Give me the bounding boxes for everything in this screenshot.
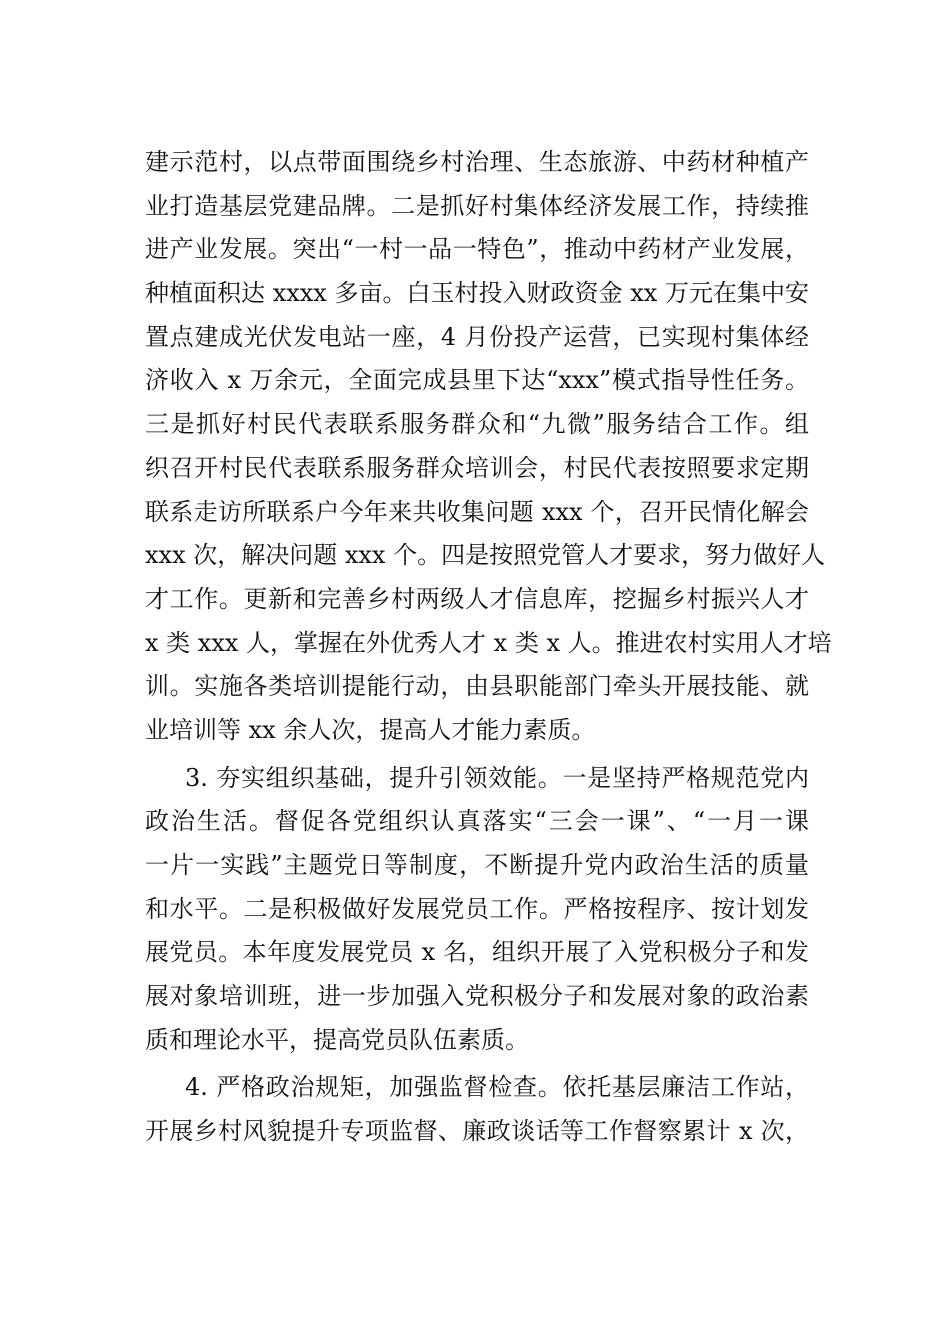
section-heading-line: 3. 夯实组织基础，提升引领效能。一是坚持严格规范党内	[185, 763, 809, 792]
text-line: 织召开村民代表联系服务群众培训会，村民代表按照要求定期	[145, 453, 809, 482]
paragraph-talent-economy	[145, 141, 832, 753]
text-line: x 类 xxx 人，掌握在外优秀人才 x 类 x 人。推进农村实用人才培	[145, 628, 832, 657]
text-line: 展对象培训班，进一步加强入党积极分子和发展对象的政治素	[145, 982, 809, 1011]
text-line: 业培训等 xx 余人次，提高人才能力素质。	[145, 715, 596, 744]
text-line: 种植面积达 xxxx 多亩。白玉村投入财政资金 xx 万元在集中安	[145, 279, 809, 308]
text-line: 和水平。二是积极做好发展党员工作。严格按程序、按计划发	[145, 894, 809, 923]
text-line: 开展乡村风貌提升专项监督、廉政谈话等工作督察累计 x 次，	[145, 1117, 809, 1146]
text-line: 置点建成光伏发电站一座，4 月份投产运营，已实现村集体经	[145, 322, 809, 351]
text-line: 展党员。本年度发展党员 x 名，组织开展了入党积极分子和发	[145, 938, 809, 967]
text-line: 才工作。更新和完善乡村两级人才信息库，挖掘乡村振兴人才	[145, 584, 809, 613]
text-line: 建示范村，以点带面围绕乡村治理、生态旅游、中药材种植产	[145, 148, 809, 176]
text-line: 联系走访所联系户今年来共收集问题 xxx 个，召开民情化解会	[145, 497, 809, 526]
paragraph-organization-foundation	[145, 757, 809, 1063]
document-page	[145, 141, 832, 1158]
text-line: 政治生活。督促各党组织认真落实“三会一课”、“一月一课	[145, 807, 809, 836]
paragraph-political-rules	[145, 1066, 809, 1153]
text-line: xxx 次，解决问题 xxx 个。四是按照党管人才要求，努力做好人	[145, 541, 826, 570]
text-line: 进产业发展。突出“一村一品一特色”，推动中药材产业发展，	[145, 235, 809, 264]
text-line: 训。实施各类培训提能行动，由县职能部门牵头开展技能、就	[145, 672, 809, 701]
text-line: 业打造基层党建品牌。二是抓好村集体经济发展工作，持续推	[145, 191, 809, 220]
text-line: 济收入 x 万余元，全面完成县里下达“xxx”模式指导性任务。	[145, 366, 809, 395]
text-line: 三是抓好村民代表联系服务群众和“九微”服务结合工作。组	[145, 410, 809, 439]
section-heading-line: 4. 严格政治规矩，加强监督检查。依托基层廉洁工作站，	[185, 1073, 809, 1102]
text-line: 一片一实践”主题党日等制度，不断提升党内政治生活的质量	[145, 851, 809, 879]
text-line: 质和理论水平，提高党员队伍素质。	[145, 1025, 529, 1054]
